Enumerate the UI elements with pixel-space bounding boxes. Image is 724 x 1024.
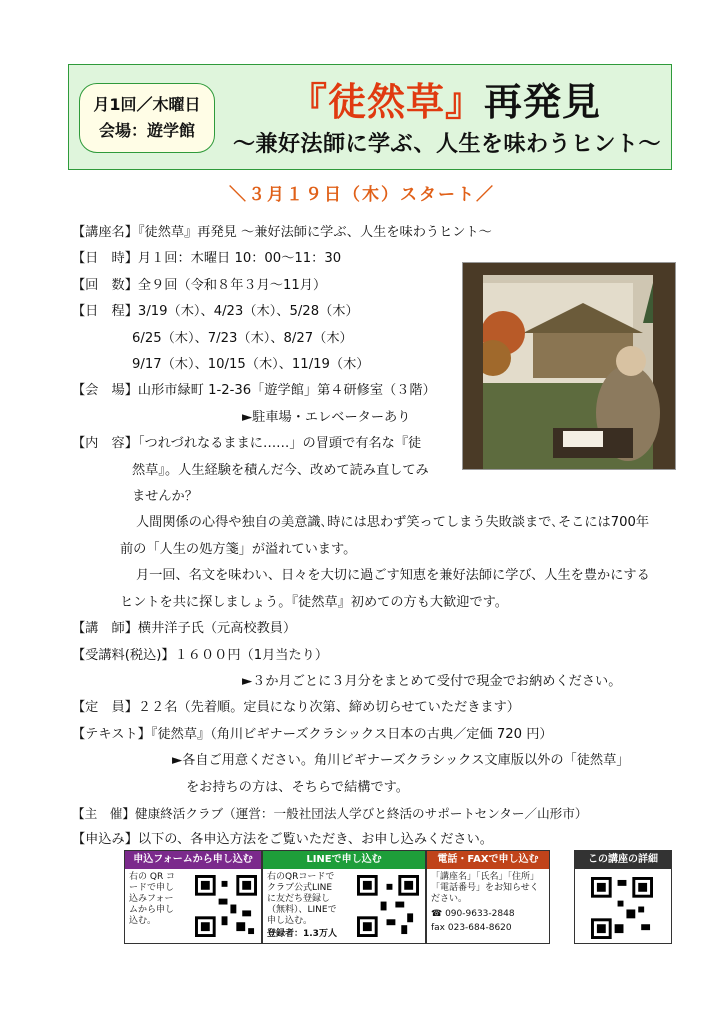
schedule-badge [79, 83, 215, 153]
course-sessions: 【回 数】全９回（令和８年３月〜11月） [72, 277, 327, 293]
apply-instructions: 【申込み】以下の、各申込方法をご覧いただき、お申し込みください。 [72, 832, 493, 848]
apply-phone-text: 「講座名」「氏名」「住所」「電話番号」をお知らせください。 [431, 872, 540, 904]
badge-venue: 会場：遊学館 [98, 121, 195, 140]
main-title-accent: 『徒然草』 [289, 80, 485, 124]
apply-form-text: 右の QR コードで申し込みフォームから申し込む。 [129, 872, 176, 926]
course-details [72, 220, 662, 854]
apply-line-box[interactable] [262, 850, 426, 944]
main-title-rest: 再発見 [484, 80, 602, 124]
apply-form-title: 申込フォームから申し込む [125, 851, 261, 869]
apply-form-body [125, 869, 261, 930]
textbook: 【テキスト】『徒然草』（角川ビギナーズクラシックス日本の古典／定価 720 円） [72, 726, 553, 742]
course-detail-body [575, 869, 671, 875]
schedule-line-3: 9/17（木）、10/15（木）、11/19（木） [132, 357, 370, 373]
schedule-line-2: 6/25（木）、7/23（木）、8/27（木） [132, 330, 353, 346]
textbook-note-1: ►各自ご用意ください。角川ビギナーズクラシックス文庫版以外の「徒然草」 [172, 753, 630, 769]
main-title [289, 71, 601, 126]
textbook-note-2: をお持ちの方は、そちらで結構です。 [186, 779, 409, 795]
application-methods [124, 850, 672, 946]
fee: 【受講料(税込)】１６００円（1月当たり） [72, 647, 329, 663]
apply-line-text: 右のQRコードでクラブ公式LINEに友だち登録し（無料）、LINEで申し込む。 [267, 872, 337, 926]
content-line-1: 【内 容】「つれづれなるままに……」の冒頭で有名な『徒 [72, 436, 422, 452]
lecturer: 【講 師】横井洋子氏（元高校教員） [72, 621, 297, 637]
subtitle: 〜兼好法師に学ぶ、人生を味わうヒント〜 [233, 132, 661, 157]
start-date-banner: ＼３月１９日（木）スタート／ [229, 185, 495, 205]
phone-number[interactable]: ☎ 090-9633-2848 [431, 909, 515, 919]
line-qr-code[interactable] [357, 875, 419, 937]
badge-frequency: 月1回／木曜日 [93, 95, 201, 114]
content-paragraph-2: 月一回、名文を味わい、日々を大切に過ごす知恵を兼好法師に学び、人生を豊かにするヒントを共に探しましょう。『徒然草』初めての方も大歓迎です。 [120, 568, 650, 610]
content-paragraph-1: 人間関係の心得や独自の美意識､時には思わず笑ってしまう失敗談まで､そこには700年前の「人生の処方箋」が溢れています。 [120, 515, 650, 557]
form-qr-code[interactable] [195, 875, 257, 937]
content-line-3: ませんか？ [132, 489, 198, 505]
course-name: 【講座名】『徒然草』再発見 〜兼好法師に学ぶ、人生を味わうヒント〜 [72, 225, 492, 240]
header-banner [68, 64, 672, 170]
content-line-2: 然草』。人生経験を積んだ今、改めて読み直してみ [132, 462, 429, 478]
apply-phone-title: 電話・FAXで申し込む [427, 851, 549, 869]
course-datetime: 【日 時】月１回：木曜日 10：00〜11：30 [72, 251, 342, 267]
apply-phone-body [427, 869, 549, 937]
capacity: 【定 員】２２名（先着順。定員になり次第、締め切らせていただきます） [72, 700, 520, 716]
detail-qr-code[interactable] [591, 877, 653, 939]
fax-number: fax 023-684-8620 [431, 923, 512, 933]
line-subscriber-count: 登録者：1.3万人 [267, 929, 337, 939]
apply-line-body [263, 869, 425, 943]
course-detail-title: この講座の詳細 [575, 851, 671, 869]
apply-line-title: LINEで申し込む [263, 851, 425, 869]
fee-note: ►３か月ごとに３月分をまとめて受付で現金でお納めください。 [242, 673, 622, 689]
course-detail-box[interactable] [574, 850, 672, 944]
apply-phone-box [426, 850, 550, 944]
venue-note: ►駐車場・エレベーターあり [242, 409, 411, 425]
organizer: 【主 催】健康終活クラブ（運営：一般社団法人学びと終活のサポートセンター／山形市） [72, 805, 588, 821]
schedule-line-1: 【日 程】3/19（木）、4/23（木）、5/28（木） [72, 304, 359, 320]
apply-form-box[interactable] [124, 850, 262, 944]
venue: 【会 場】山形市緑町 1-2-36「遊学館」第４研修室（３階） [72, 383, 436, 399]
